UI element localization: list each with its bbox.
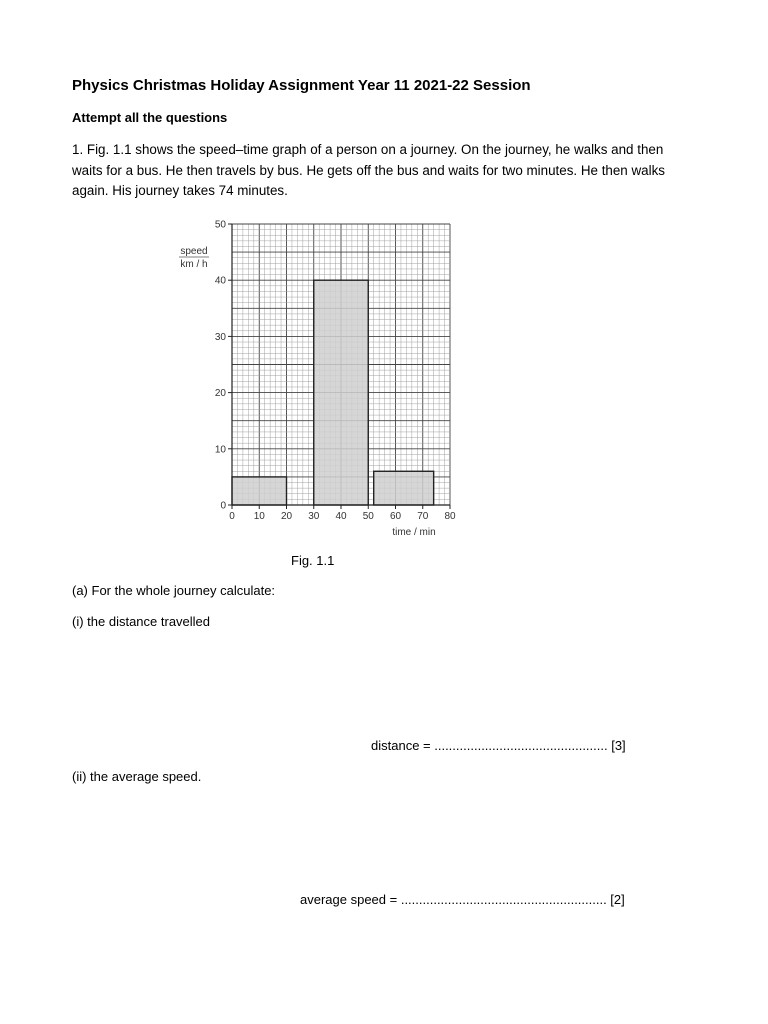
x-tick-label: 10 xyxy=(253,511,265,522)
x-tick-label: 50 xyxy=(362,511,374,522)
speed-segment-4 xyxy=(374,471,434,505)
speed-segment-2 xyxy=(314,280,369,505)
x-tick-label: 80 xyxy=(444,511,456,522)
speed-time-graph xyxy=(170,215,470,545)
instructions: Attempt all the questions xyxy=(72,110,228,125)
y-tick-label: 10 xyxy=(214,444,226,456)
distance-answer-line: distance = ................................................ [3] xyxy=(371,738,626,753)
page-title: Physics Christmas Holiday Assignment Year 11 2021-22 Session xyxy=(72,77,531,94)
part-a-text: (a) For the whole journey calculate: xyxy=(72,583,276,598)
x-tick-label: 20 xyxy=(280,511,293,522)
y-tick-label: 0 xyxy=(220,500,226,512)
x-tick-label: 60 xyxy=(389,511,402,522)
part-a-ii-text: (ii) the average speed. xyxy=(72,769,202,784)
x-axis-label: time / min xyxy=(392,527,436,538)
y-axis-label-bottom: km / h xyxy=(180,259,208,270)
average-speed-answer-line: average speed = ......................................................... [2] xyxy=(300,892,625,907)
speed-segment-0 xyxy=(232,477,287,505)
y-axis-label-top: speed xyxy=(180,246,208,257)
figure-caption: Fig. 1.1 xyxy=(291,553,335,568)
question-1-text: 1. Fig. 1.1 shows the speed–time graph of a person on a journey. On the journey, he walks and then waits for a bus. He then travels by bus. He gets off the bus and waits for two minutes. He then walks again. His journey takes 74 minutes. xyxy=(72,142,665,198)
x-tick-label: 30 xyxy=(308,511,320,522)
part-a-i-text: (i) the distance travelled xyxy=(72,614,211,629)
y-tick-label: 40 xyxy=(214,275,226,287)
x-tick-label: 40 xyxy=(335,511,347,522)
x-tick-label: 0 xyxy=(229,511,235,522)
y-tick-label: 30 xyxy=(214,331,226,343)
x-tick-label: 70 xyxy=(417,511,429,522)
y-tick-label: 20 xyxy=(214,388,226,400)
y-tick-label: 50 xyxy=(214,219,226,231)
